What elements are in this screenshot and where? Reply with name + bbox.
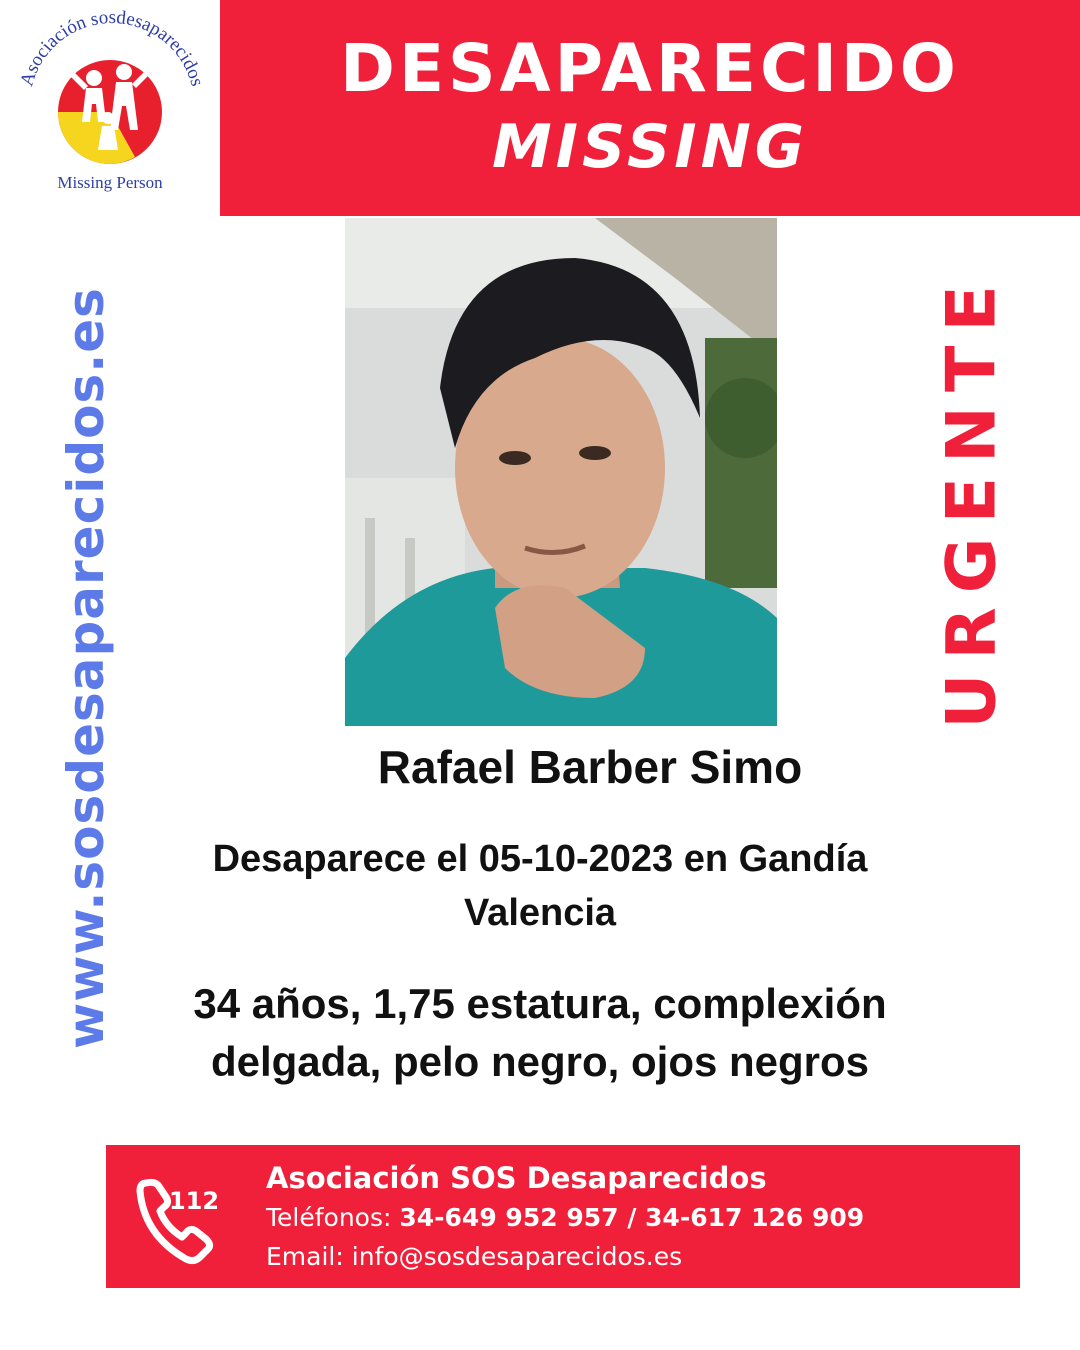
phones-value[interactable]: 34-649 952 957 / 34-617 126 909: [399, 1203, 865, 1232]
email-value[interactable]: info@sosdesaparecidos.es: [351, 1242, 683, 1271]
email-contact: [266, 1242, 682, 1271]
title-english: MISSING: [491, 112, 809, 182]
contact-footer: [106, 1145, 1020, 1288]
description-line-1: 34 años, 1,75 estatura, complexión: [193, 980, 887, 1027]
missing-person-photo: [345, 218, 777, 726]
person-name: Rafael Barber Simo: [377, 741, 803, 793]
phone-112-icon[interactable]: [136, 1175, 226, 1265]
website-text[interactable]: www.sosdesaparecidos.es: [57, 287, 115, 1049]
organization-logo: [0, 0, 220, 215]
physical-description: [100, 975, 980, 1091]
phone-numbers: [266, 1203, 864, 1232]
disappearance-place-line: Valencia: [463, 892, 617, 934]
organization-name: Asociación SOS Desaparecidos: [266, 1161, 767, 1195]
portrait-illustration: [345, 218, 777, 726]
logo-emblem: [0, 0, 220, 215]
logo-caption: Missing Person: [57, 173, 163, 192]
header-banner: [220, 0, 1080, 216]
disappearance-date-line: Desaparece el 05-10-2023 en Gandía: [212, 838, 868, 880]
emergency-number: 112: [168, 1187, 220, 1215]
email-label: Email:: [266, 1242, 344, 1271]
title-spanish: DESAPARECIDO: [340, 30, 960, 107]
urgent-text: URGENTE: [932, 271, 1012, 729]
description-line-2: delgada, pelo negro, ojos negros: [210, 1038, 870, 1085]
phones-label: Teléfonos:: [266, 1203, 392, 1232]
disappearance-info: [120, 832, 960, 940]
logo-arc-text: Asociación sosdesaparecidos: [16, 7, 208, 89]
